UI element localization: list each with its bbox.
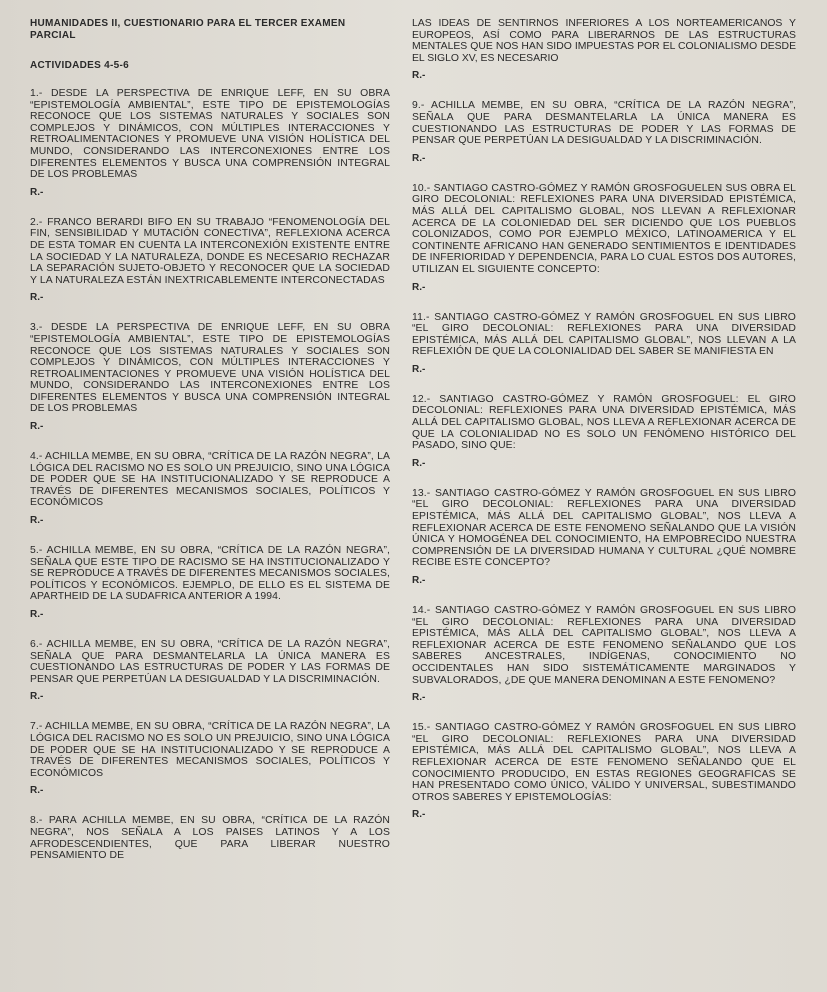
question-4: 4.- ACHILLA MEMBE, EN SU OBRA, “CRÍTICA DE LA RAZÓN NEGRA”, LA LÓGICA DEL RACISMO NO ES SOLO UN PREJUICIO, SINO UNA LÓGICA DE PODER QUE SE HA INSTITUCIONALIZADO Y SE REPRODUCE A TRAVÉS DE DIFERENTES MECANISMOS SOCIALES, POLÍTICOS Y ECONÓMICOS: [30, 451, 390, 509]
question-7: 7.- ACHILLA MEMBE, EN SU OBRA, “CRÍTICA DE LA RAZÓN NEGRA”, LA LÓGICA DEL RACISMO NO ES SOLO UN PREJUICIO, SINO UNA LÓGICA DE PODER QUE SE HA INSTITUCIONALIZADO Y SE REPRODUCE A TRAVÉS DE DIFERENTES MECANISMOS SOCIALES, POLÍTICOS Y ECONÓMICOS: [30, 721, 390, 779]
question-2: 2.- FRANCO BERARDI BIFO EN SU TRABAJO “FENOMENOLOGÍA DEL FIN, SENSIBILIDAD Y MUTACIÓN CONECTIVA”, REFLEXIONA ACERCA DE ESTA TOMAR EN CUENTA LA INTERCONEXIÓN EXISTENTE ENTRE LA SOCIEDAD Y LA NATURALEZA, DONDE ES NECESARIO RECHAZAR LA SEPARACIÓN SUJETO-OBJETO Y RECONOCER QUE LA SOCIEDAD Y LA NATURALEZA ESTÁN INEXTRICABLEMENTE INTERCONECTADAS: [30, 216, 390, 286]
answer-2: R.-: [30, 292, 44, 304]
question-15: 15.- SANTIAGO CASTRO-GÓMEZ Y RAMÓN GROSFOGUEL EN SUS LIBRO “EL GIRO DECOLONIAL: REFLEXIONES PARA UNA DIVERSIDAD EPISTÉMICA, MÁS ALLÁ DEL CAPITALISMO GLOBAL”, NOS LLEVA A REFLEXIONAR ACERCA DE ESTE FENOMENO SEÑALANDO QUE EL CONOCIMIENTO PRODUCIDO, EN ESTAS REGIONES GEOGRAFICAS SE HAN PRESENTADO COMO ÚNICO, VÁLIDO Y UNIVERSAL, SUBESTIMANDO OTROS SABERES Y EPISTEMOLOGÍAS:: [412, 722, 796, 803]
document-title: HUMANIDADES II, CUESTIONARIO PARA EL TERCER EXAMEN: [30, 18, 346, 29]
question-12: 12.- SANTIAGO CASTRO-GÓMEZ Y RAMÓN GROSFOGUEL: EL GIRO DECOLONIAL: REFLEXIONES PARA UNA DIVERSIDAD EPISTÉMICA, MÁS ALLÁ DEL CAPITALISMO GLOBAL, NOS LLEVA A REFLEXIONAR ACERCA DE QUE LA COLONIALIDAD NO ES SOLO UN FENÓMENO HISTÓRICO DEL PASADO, SINO QUE:: [412, 393, 796, 452]
question-11: 11.- SANTIAGO CASTRO-GÓMEZ Y RAMÓN GROSFOGUEL EN SUS LIBRO “EL GIRO DECOLONIAL: REFLEXIONES PARA UNA DIVERSIDAD EPISTÉMICA, MÁS ALLÁ DEL CAPITALISMO GLOBAL”, NOS LLEVAN A LA REFLEXIÓN DE QUE LA COLONIALIDAD DEL SABER SE MANIFIESTA EN: [412, 311, 796, 358]
activities-label: ACTIVIDADES 4-5-6: [30, 60, 130, 71]
question-14: 14.- SANTIAGO CASTRO-GÓMEZ Y RAMÓN GROSFOGUEL EN SUS LIBRO “EL GIRO DECOLONIAL: REFLEXIONES PARA UNA DIVERSIDAD EPISTÉMICA, MÁS ALLÁ DEL CAPITALISMO GLOBAL”, NOS LLEVA A REFLEXIONAR ACERCA DE ESTE FENOMENO SEÑALANDO QUE LOS SABERES ANCESTRALES, INDÍGENAS, CONOCIMIENTO NO OCCIDENTALES HAN SIDO SISTEMÁTICAMENTE MARGINADOS Y SUBVALORADOS, ¿DE QUE MANERA DENOMINAN A ESTE FENOMENO?: [412, 605, 796, 686]
answer-12: R.-: [412, 457, 426, 469]
answer-11: R.-: [412, 363, 426, 375]
answer-14: R.-: [412, 692, 426, 704]
right-column: [412, 18, 796, 839]
question-13: 13.- SANTIAGO CASTRO-GÓMEZ Y RAMÓN GROSFOGUEL EN SUS LIBRO “EL GIRO DECOLONIAL: REFLEXIONES PARA UNA DIVERSIDAD EPISTÉMICA, MÁS ALLÁ DEL CAPITALISMO GLOBAL”, NOS LLEVA A REFLEXIONAR ACERCA DE ESTE FENOMENO SEÑALANDO QUE LA VISIÓN ÚNICA Y HOMOGÉNEA DEL CONOCIMIENTO, HA EMPOBRECIDO NUESTRA COMPRENSIÓN DE LA DIVERSIDAD HUMANA Y CULTURAL ¿QUÉ NOMBRE RECIBE ESTE CONCEPTO?: [412, 487, 796, 569]
left-column: [30, 18, 390, 868]
answer-3: R.-: [30, 421, 44, 433]
answer-10: R.-: [412, 281, 426, 293]
question-6: 6.- ACHILLA MEMBE, EN SU OBRA, “CRÍTICA DE LA RAZÓN NEGRA”, SEÑALA QUE PARA DESMANTELARLA LA ÚNICA MANERA ES CUESTIONANDO LAS ESTRUCTURAS DE PODER Y LAS FORMAS DE PENSAR QUE PERPETÚAN LA DESIGUALDAD Y LA DISCRIMINACIÓN.: [30, 639, 390, 685]
answer-15: R.-: [412, 809, 426, 821]
answer-13: R.-: [412, 575, 426, 586]
question-8: 8.- PARA ACHILLA MEMBE, EN SU OBRA, “CRÍTICA DE LA RAZÓN NEGRA”, NOS SEÑALA A LOS PAISES LATINOS Y A LOS AFRODESCENDIENTES, QUE PARA LIBERAR NUESTRO PENSAMIENTO DE: [30, 815, 390, 862]
answer-9: R.-: [412, 152, 426, 164]
question-9: 9.- ACHILLA MEMBE, EN SU OBRA, “CRÍTICA DE LA RAZÓN NEGRA”, SEÑALA QUE PARA DESMANTELARLA LA ÚNICA MANERA ES CUESTIONANDO LAS ESTRUCTURAS DE PODER Y LAS FORMAS DE PENSAR QUE PERPETÚAN LA DESIGUALDAD Y LA DISCRIMINACIÓN.: [412, 100, 796, 147]
answer-8: R.-: [412, 70, 426, 82]
question-5: 5.- ACHILLA MEMBE, EN SU OBRA, “CRÍTICA DE LA RAZÓN NEGRA”, SEÑALA QUE ESTE TIPO DE RACISMO SE HA INSTITUCIONALIZADO Y SE REPRODUCE A TRAVÉS DE DIFERENTES MECANISMOS SOCIALES, POLÍTICOS Y ECONÓMICOS. EJEMPLO, DE ELLO ES EL SISTEMA DE APARTHEID DE LA SUDAFRICA ANTERIOR A 1994.: [30, 545, 390, 603]
question-1: 1.- DESDE LA PERSPECTIVA DE ENRIQUE LEFF, EN SU OBRA “EPISTEMOLOGÍA AMBIENTAL”, ESTE TIPO DE EPISTEMOLOGÍAS RECONOCE QUE LOS SISTEMAS NATURALES Y SOCIALES SON COMPLEJOS Y DINÁMICOS, CON MÚLTIPLES INTERACCIONES Y RETROALIMENTACIONES Y PROMUEVE UNA VISIÓN HOLÍSTICA DEL MUNDO, CONSIDERANDO LAS INTERCONEXIONES ENTRE LOS DIFERENTES ELEMENTOS Y BUSCA UNA COMPRENSIÓN INTEGRAL DE LOS PROBLEMAS: [30, 88, 390, 181]
answer-1: R.-: [30, 186, 44, 198]
question-10: 10.- SANTIAGO CASTRO-GÓMEZ Y RAMÓN GROSFOGUELEN SUS OBRA EL GIRO DECOLONIAL: REFLEXIONES PARA UNA DIVERSIDAD EPISTÉMICA, MÁS ALLÁ DEL CAPITALISMO GLOBAL, NOS LLEVAN A REFLEXIONAR ACERCA DE LA COLONIEDAD DEL SER DICIENDO QUE LOS PUEBLOS COLONIZADOS, COMO POR EJEMPLO MÉXICO, LATINOAMERICA Y EL CONTINENTE AFRICANO HAN GENERADO SENTIMIENTOS E IDENTIDADES DE INFERIORIDAD Y DEPENDENCIA, PARA LO CUAL ESTOS DOS AUTORES, UTILIZAN EL SIGUIENTE CONCEPTO:: [412, 182, 796, 275]
answer-7: R.-: [30, 785, 44, 797]
answer-6: R.-: [30, 691, 44, 703]
document-subtitle: PARCIAL: [30, 30, 76, 41]
question-8-continuation: LAS IDEAS DE SENTIRNOS INFERIORES A LOS NORTEAMERICANOS Y EUROPEOS, ASÍ COMO PARA LIBERARNOS DE LAS ESTRUCTURAS MENTALES QUE NOS HAN SIDO IMPUESTAS POR EL COLONIALISMO DESDE EL SIGLO XV, ES NECESARIO: [412, 18, 796, 64]
answer-5: R.-: [30, 609, 44, 620]
answer-4: R.-: [30, 515, 44, 527]
question-3: 3.- DESDE LA PERSPECTIVA DE ENRIQUE LEFF, EN SU OBRA “EPISTEMOLOGÍA AMBIENTAL”, ESTE TIPO DE EPISTEMOLOGÍAS RECONOCE QUE LOS SISTEMAS NATURALES Y SOCIALES SON COMPLEJOS Y DINÁMICOS, CON MÚLTIPLES INTERACCIONES Y RETROALIMENTACIONES Y PROMUEVE UNA VISIÓN HOLÍSTICA DEL MUNDO, CONSIDERANDO LAS INTERCONEXIONES ENTRE LOS DIFERENTES ELEMENTOS Y BUSCA UNA COMPRENSIÓN INTEGRAL DE LOS PROBLEMAS: [30, 322, 390, 415]
